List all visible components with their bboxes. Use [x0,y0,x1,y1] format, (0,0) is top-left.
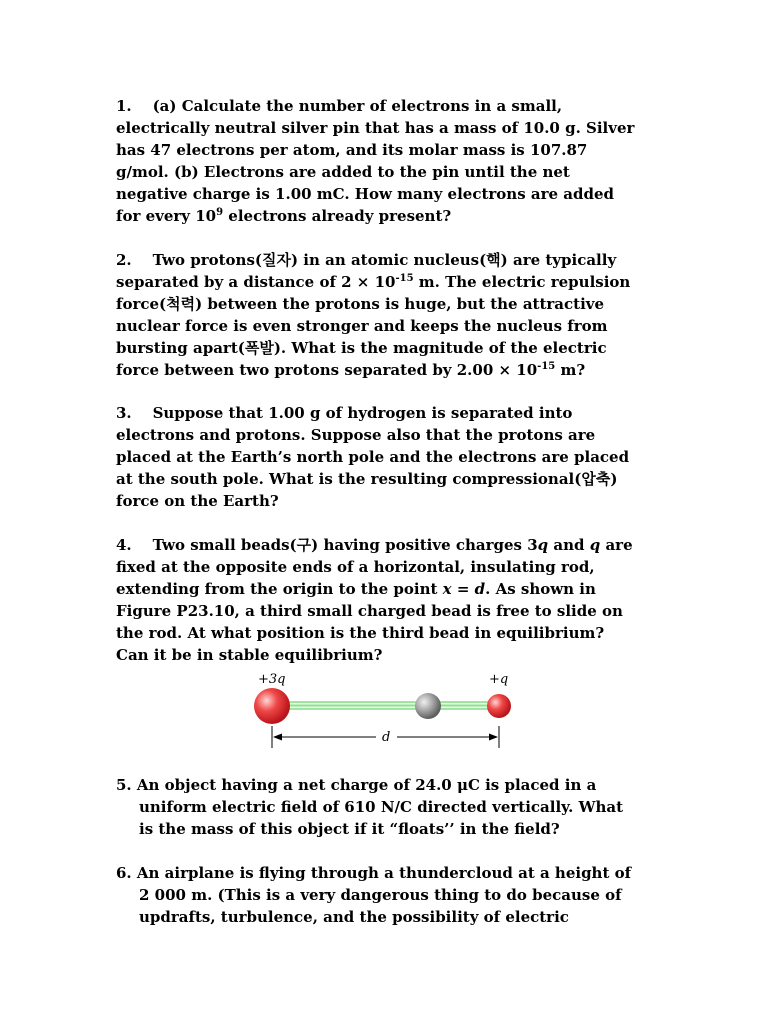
label-plus-q: +q [489,672,509,687]
problem-6-line-3: updrafts, turbulence, and the possibility of electric [139,908,569,926]
problem-1-number: 1. [116,97,132,115]
problem-2-line-1: 2. Two protons(질자) in an atomic nucleus(핵) are typically [116,251,617,269]
problem-4-line-1: 4. Two small beads(구) having positive charges 3q and q are [116,536,633,554]
problem-2-line-2: separated by a distance of $2 \times 10^{-15}$ m. The electric repulsion [116,273,631,291]
problem-3-line-2: electrons and protons. Suppose also that the protons are [116,426,596,444]
problem-1-line-6: for every $10^9$ electrons already present? [116,207,452,225]
problem-5-line-1: 5. An object having a net charge of 24.0 μC is placed in a [116,776,597,794]
problem-2-line-4: nuclear force is even stronger and keeps the nucleus from [116,317,608,335]
problem-5-line-2: uniform electric field of 610 N/C directed vertically. What [139,798,624,816]
problem-3-line-4: at the south pole. What is the resulting compressional(압축) [116,470,618,488]
problem-3-line-1: 3. Suppose that 1.00 g of hydrogen is separated into [116,404,573,422]
bead-3q [254,688,290,724]
problem-2-line-5: bursting apart(폭발). What is the magnitude of the electric [116,339,607,357]
label-distance-d: d [382,730,391,745]
problem-3-number: 3. [116,404,132,422]
problem-4-number: 4. [116,536,132,554]
problem-2-line-6: force between two protons separated by $2.00 \times 10^{-15}$ m? [116,361,586,379]
problem-5-number: 5. [116,776,132,794]
problem-2-line-3: force(척력) between the protons is huge, but the attractive [116,295,605,313]
problem-4-line-6: Can it be in stable equilibrium? [116,646,383,664]
problem-5-line-3: is the mass of this object if it “floats’’ in the field? [139,820,560,838]
problem-1-line-3: has 47 electrons per atom, and its molar mass is 107.87 [116,141,588,159]
problem-1-line-2: electrically neutral silver pin that has a mass of 10.0 g. Silver [116,119,635,137]
problem-4-line-5: the rod. At what position is the third bead in equilibrium? [116,624,605,642]
problem-4-line-3: extending from the origin to the point x = d. As shown in [116,580,596,598]
problem-4-line-4: Figure P23.10, a third small charged bead is free to slide on [116,602,623,620]
problem-6-number: 6. [116,864,132,882]
problem-2-number: 2. [116,251,132,269]
problem-1-line-4: g/mol. (b) Electrons are added to the pin until the net [116,163,570,181]
bead-third [415,693,441,719]
problem-1-line-1: 1. (a) Calculate the number of electrons in a small, [116,97,563,115]
bead-q [487,694,511,718]
problem-6-line-2: 2 000 m. (This is a very dangerous thing to do because of [139,886,622,904]
problem-3-line-5: force on the Earth? [116,492,279,510]
label-plus-3q: +3q [258,672,286,687]
bead-rod-figure [250,668,520,750]
problem-3-line-3: placed at the Earth’s north pole and the electrons are placed [116,448,630,466]
problem-6-line-1: 6. An airplane is flying through a thundercloud at a height of [116,864,632,882]
problem-1-line-5: negative charge is 1.00 mC. How many electrons are added [116,185,614,203]
insulating-rod [280,702,500,709]
problem-4-line-2: fixed at the opposite ends of a horizontal, insulating rod, [116,558,595,576]
